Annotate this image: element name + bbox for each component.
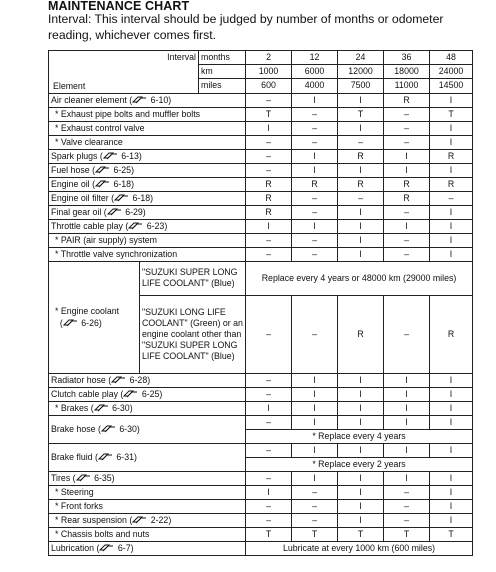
interval-value: I <box>338 121 384 135</box>
table-row <box>49 149 473 163</box>
lubrication-note: Lubricate at every 1000 km (600 miles) <box>246 541 473 555</box>
table-row-brake-hose <box>49 415 473 429</box>
miles-value: 7500 <box>338 79 384 94</box>
interval-value: R <box>338 295 384 373</box>
header-row-miles <box>49 79 473 94</box>
book-reference-icon <box>111 376 127 384</box>
maintenance-table <box>48 50 473 556</box>
interval-value: I <box>292 415 338 429</box>
interval-value: – <box>384 247 430 261</box>
interval-value: – <box>384 107 430 121</box>
interval-value: I <box>430 121 473 135</box>
km-value: 18000 <box>384 65 430 79</box>
interval-value: I <box>384 163 430 177</box>
table-row-lubrication <box>49 541 473 555</box>
interval-value: R <box>430 295 473 373</box>
interval-value: – <box>246 295 292 373</box>
element-label: Throttle cable play ( <box>51 220 129 231</box>
element-label: Tires ( <box>51 472 76 483</box>
element-label: Spark plugs ( <box>51 150 103 161</box>
interval-value: I <box>384 373 430 387</box>
interval-value: R <box>292 177 338 191</box>
interval-value: I <box>384 471 430 485</box>
table-row <box>49 387 473 401</box>
interval-value: – <box>246 163 292 177</box>
interval-value: I <box>292 401 338 415</box>
interval-value: I <box>246 219 292 233</box>
table-row <box>49 513 473 527</box>
interval-value: T <box>384 527 430 541</box>
interval-value: – <box>246 373 292 387</box>
header-row-months <box>49 51 473 65</box>
interval-value: – <box>292 135 338 149</box>
element-label: Brake hose ( <box>51 423 101 434</box>
interval-value: I <box>430 163 473 177</box>
table-row <box>49 233 473 247</box>
interval-value: I <box>430 135 473 149</box>
replace-note: * Replace every 4 years <box>246 429 473 443</box>
interval-value: I <box>384 415 430 429</box>
interval-value: I <box>338 499 384 513</box>
interval-value: I <box>430 471 473 485</box>
asterisk-mark: * <box>55 108 61 119</box>
unit-label: km <box>199 65 246 79</box>
element-label: Lubrication ( <box>51 542 100 553</box>
months-value: 2 <box>246 51 292 65</box>
interval-value: I <box>384 149 430 163</box>
interval-value: I <box>246 401 292 415</box>
interval-value: – <box>384 513 430 527</box>
interval-value: I <box>338 205 384 219</box>
interval-value: T <box>430 107 473 121</box>
interval-value: – <box>292 513 338 527</box>
km-value: 24000 <box>430 65 473 79</box>
interval-value: R <box>246 205 292 219</box>
element-label: Front forks <box>60 500 103 511</box>
interval-value: I <box>430 443 473 457</box>
interval-value: – <box>384 233 430 247</box>
interval-value: – <box>292 121 338 135</box>
table-row-brake-fluid <box>49 443 473 457</box>
coolant-type-super: "SUZUKI SUPER LONG LIFE COOLANT" (Blue) <box>140 261 246 295</box>
asterisk-mark: * <box>55 136 61 147</box>
miles-value: 4000 <box>292 79 338 94</box>
interval-value: T <box>292 527 338 541</box>
header-row-km <box>49 65 473 79</box>
table-row <box>49 121 473 135</box>
interval-value: I <box>292 373 338 387</box>
interval-value: I <box>430 401 473 415</box>
book-reference-icon <box>114 194 130 202</box>
interval-value: T <box>338 527 384 541</box>
interval-value: T <box>338 107 384 121</box>
interval-value: I <box>430 513 473 527</box>
miles-value: 600 <box>246 79 292 94</box>
interval-value: – <box>292 247 338 261</box>
months-value: 12 <box>292 51 338 65</box>
interval-value: I <box>292 93 338 107</box>
interval-value: – <box>246 499 292 513</box>
interval-value: I <box>430 219 473 233</box>
table-row <box>49 247 473 261</box>
interval-value: I <box>384 387 430 401</box>
table-row <box>49 107 473 121</box>
interval-value: I <box>430 205 473 219</box>
table-row <box>49 499 473 513</box>
asterisk-mark: * <box>55 486 61 497</box>
interval-value: – <box>292 485 338 499</box>
interval-value: I <box>384 219 430 233</box>
table-row <box>49 191 473 205</box>
page-ref: 6-29) <box>125 206 146 217</box>
asterisk-mark: * <box>55 528 61 539</box>
element-label: Chassis bolts and nuts <box>60 528 150 539</box>
interval-value: – <box>384 485 430 499</box>
miles-value: 14500 <box>430 79 473 94</box>
interval-value: – <box>384 205 430 219</box>
element-label: Exhaust control valve <box>60 122 145 133</box>
element-label: Steering <box>60 486 94 497</box>
interval-value: – <box>246 149 292 163</box>
book-reference-icon <box>132 96 148 104</box>
book-reference-icon <box>98 453 114 461</box>
page-title: MAINTENANCE CHART <box>48 0 190 13</box>
table-row <box>49 93 473 107</box>
interval-value: – <box>384 295 430 373</box>
book-reference-icon <box>128 222 144 230</box>
interval-value: – <box>292 205 338 219</box>
interval-value: – <box>292 499 338 513</box>
interval-value: I <box>292 443 338 457</box>
book-reference-icon <box>101 425 117 433</box>
page-ref: 6-13) <box>121 150 142 161</box>
unit-label: miles <box>199 79 246 94</box>
interval-value: – <box>246 415 292 429</box>
interval-value: I <box>338 401 384 415</box>
element-label: Radiator hose ( <box>51 374 112 385</box>
interval-value: I <box>430 247 473 261</box>
element-header: Element <box>49 79 199 94</box>
interval-value: R <box>246 191 292 205</box>
interval-value: R <box>246 177 292 191</box>
interval-value: I <box>292 163 338 177</box>
interval-value: I <box>338 233 384 247</box>
interval-value: I <box>430 387 473 401</box>
table-row <box>49 163 473 177</box>
interval-value: I <box>292 387 338 401</box>
interval-value: R <box>338 149 384 163</box>
interval-value: – <box>246 471 292 485</box>
interval-value: R <box>430 177 473 191</box>
interval-value: I <box>338 513 384 527</box>
interval-value: – <box>292 191 338 205</box>
interval-value: I <box>430 485 473 499</box>
element-label: Brakes ( <box>60 402 94 413</box>
element-label: Brake fluid ( <box>51 451 98 462</box>
interval-value: I <box>338 93 384 107</box>
miles-value: 11000 <box>384 79 430 94</box>
interval-value: – <box>246 247 292 261</box>
interval-value: I <box>430 93 473 107</box>
interval-value: – <box>338 135 384 149</box>
book-reference-icon <box>103 152 119 160</box>
table-row <box>49 401 473 415</box>
interval-value: I <box>292 471 338 485</box>
asterisk-mark: * <box>55 402 61 413</box>
element-label: Engine oil filter ( <box>51 192 115 203</box>
page-ref: 6-18) <box>132 192 154 203</box>
replace-note: * Replace every 2 years <box>246 457 473 471</box>
asterisk-mark: * <box>55 234 61 245</box>
interval-value: – <box>384 499 430 513</box>
element-label: Exhaust pipe bolts and muffler bolts <box>60 108 201 119</box>
page-ref: 6-26) <box>81 318 102 328</box>
asterisk-mark: * <box>55 248 61 259</box>
table-row <box>49 373 473 387</box>
interval-value: I <box>292 149 338 163</box>
page-ref: 6-18) <box>113 178 135 189</box>
interval-value: R <box>384 191 430 205</box>
interval-value: – <box>246 93 292 107</box>
page-ref: 6-35) <box>94 472 115 483</box>
interval-value: R <box>384 177 430 191</box>
element-label: Air cleaner element ( <box>51 94 133 105</box>
table-row <box>49 219 473 233</box>
asterisk-mark: * <box>55 306 61 316</box>
book-reference-icon <box>123 390 139 398</box>
interval-value: T <box>430 527 473 541</box>
interval-value: I <box>292 219 338 233</box>
page-ref: 2-22) <box>150 514 172 525</box>
book-reference-icon <box>107 208 123 216</box>
table-row <box>49 485 473 499</box>
element-label: Final gear oil ( <box>51 206 107 217</box>
interval-value: T <box>246 107 292 121</box>
interval-value: – <box>246 387 292 401</box>
asterisk-mark: * <box>55 122 61 133</box>
table-row-coolant-1: * Engine coolant ( 6-26) "SUZUKI SUPER LONG LIFE COOLANT" (Blue) Replace every 4 years or 48000 km (29000 miles) <box>49 261 473 295</box>
interval-value: R <box>338 177 384 191</box>
interval-value: – <box>384 135 430 149</box>
element-label: Clutch cable play ( <box>51 388 124 399</box>
months-value: 24 <box>338 51 384 65</box>
page-ref: 6-25) <box>113 164 135 175</box>
interval-description: Interval: This interval should be judged by number of months or odometer reading, whichever comes first. <box>48 12 444 42</box>
interval-value: T <box>246 527 292 541</box>
asterisk-mark: * <box>55 500 61 511</box>
interval-value: – <box>292 295 338 373</box>
interval-value: I <box>338 443 384 457</box>
interval-value: – <box>246 443 292 457</box>
book-reference-icon <box>94 404 110 412</box>
book-reference-icon <box>99 544 115 552</box>
book-reference-icon <box>63 319 79 327</box>
table-row <box>49 205 473 219</box>
months-value: 48 <box>430 51 473 65</box>
table-row <box>49 527 473 541</box>
interval-value: I <box>430 373 473 387</box>
interval-value: – <box>292 107 338 121</box>
km-value: 12000 <box>338 65 384 79</box>
interval-value: I <box>430 499 473 513</box>
km-value: 6000 <box>292 65 338 79</box>
element-label: Rear suspension ( <box>60 514 133 525</box>
interval-value: – <box>384 121 430 135</box>
page-ref: 6-10) <box>150 94 172 105</box>
interval-value: I <box>338 415 384 429</box>
months-value: 36 <box>384 51 430 65</box>
table-row <box>49 135 473 149</box>
interval-value: – <box>246 513 292 527</box>
interval-value: – <box>246 135 292 149</box>
element-label: Fuel hose ( <box>51 164 96 175</box>
interval-header: Interval <box>49 51 199 65</box>
element-label: PAIR (air supply) system <box>60 234 158 245</box>
interval-value: – <box>292 233 338 247</box>
interval-value: I <box>384 443 430 457</box>
interval-value: I <box>338 247 384 261</box>
km-value: 1000 <box>246 65 292 79</box>
page-ref: 6-25) <box>141 388 163 399</box>
table-row <box>49 471 473 485</box>
interval-value: I <box>430 415 473 429</box>
interval-value: I <box>384 401 430 415</box>
interval-value: I <box>338 219 384 233</box>
asterisk-mark: * <box>55 514 61 525</box>
interval-value: I <box>338 387 384 401</box>
book-reference-icon <box>132 516 148 524</box>
interval-value: I <box>338 471 384 485</box>
element-label: Engine oil ( <box>51 178 96 189</box>
page-ref: 6-30) <box>112 402 133 413</box>
element-label: Valve clearance <box>60 136 123 147</box>
table-row <box>49 177 473 191</box>
interval-value: I <box>338 163 384 177</box>
element-label: Throttle valve synchronization <box>60 248 178 259</box>
unit-label: months <box>199 51 246 65</box>
book-reference-icon <box>95 180 111 188</box>
coolant-type-long: "SUZUKI LONG LIFE COOLANT" (Green) or an engine coolant other than "SUZUKI SUPER LONG LIFE COOLANT" (Blue) <box>140 295 246 373</box>
page-ref: 6-31) <box>116 451 137 462</box>
interval-value: I <box>430 233 473 247</box>
interval-value: – <box>430 191 473 205</box>
interval-value: – <box>338 191 384 205</box>
interval-value: R <box>430 149 473 163</box>
book-reference-icon <box>95 166 111 174</box>
book-reference-icon <box>76 474 92 482</box>
interval-value: I <box>246 485 292 499</box>
interval-value: I <box>338 485 384 499</box>
page-ref: 6-7) <box>117 542 134 553</box>
interval-value: I <box>338 373 384 387</box>
element-label: Engine coolant <box>60 306 120 316</box>
page-ref: 6-23) <box>146 220 168 231</box>
interval-value: R <box>384 93 430 107</box>
coolant-replace-note: Replace every 4 years or 48000 km (29000 miles) <box>246 261 473 295</box>
page-ref: 6-28) <box>129 374 151 385</box>
page-ref: 6-30) <box>119 423 140 434</box>
interval-value: I <box>246 121 292 135</box>
interval-value: – <box>246 233 292 247</box>
